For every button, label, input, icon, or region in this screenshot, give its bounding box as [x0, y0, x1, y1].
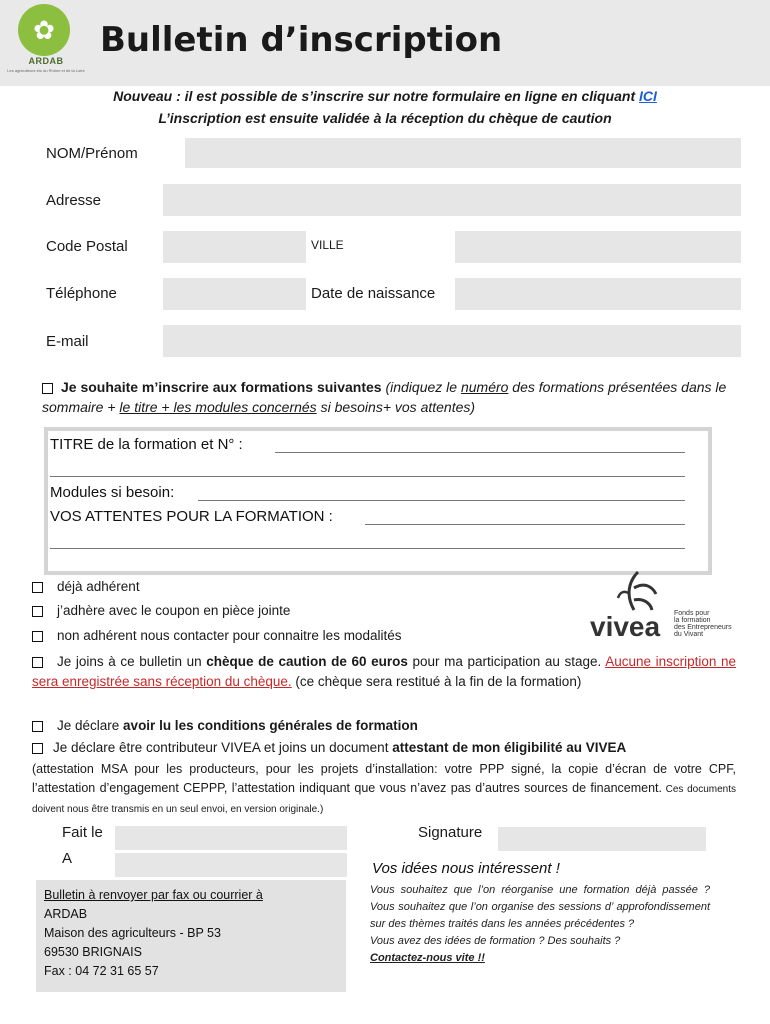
send-address-box — [36, 880, 346, 992]
adherent-label: déjà adhérent — [57, 579, 140, 594]
conditions-checkbox[interactable] — [32, 721, 43, 732]
modules-label: Modules si besoin: — [50, 484, 175, 501]
ideas-title: Vos idées nous intéressent ! — [372, 860, 560, 877]
formation-title-line[interactable] — [275, 452, 685, 453]
vivea-checkbox[interactable] — [32, 743, 43, 754]
vivea-tag-3: des Entrepreneurs — [674, 624, 732, 631]
conditions-text: Je déclare — [57, 718, 124, 733]
vivea-logo — [590, 568, 750, 640]
cheque-paragraph — [32, 652, 736, 692]
signature-field[interactable] — [498, 827, 706, 851]
vivea-tag-2: la formation — [674, 617, 711, 624]
page-title: Bulletin d’inscription — [100, 20, 503, 60]
coupon-checkbox[interactable] — [32, 606, 43, 617]
vivea-tagline — [674, 610, 732, 638]
ideas-text — [370, 882, 710, 967]
intro-text: Nouveau : il est possible de s’inscrire sur notre formulaire en ligne en cliquant — [113, 88, 636, 104]
ideas-p2: Vous avez des idées de formation ? Des souhaits ? — [370, 935, 621, 947]
option-adherent — [32, 577, 140, 597]
online-form-link[interactable]: ICI — [639, 88, 657, 104]
coupon-label: j’adhère avec le coupon en pièce jointe — [57, 603, 291, 618]
cheque-restitution: (ce chèque sera restitué à la fin de la formation) — [291, 674, 582, 689]
ideas-cta: Contactez-nous vite !! — [370, 952, 485, 964]
nom-label: NOM/Prénom — [46, 145, 138, 162]
cheque-amount: chèque de caution de 60 euros — [206, 654, 408, 669]
vivea-declaration — [32, 738, 736, 758]
send-fax: Fax : 04 72 31 65 57 — [44, 964, 159, 978]
email-field[interactable] — [163, 325, 741, 357]
vivea-decl-bold: attestant de mon éligibilité au VIVEA — [392, 740, 627, 755]
naissance-label: Date de naissance — [311, 285, 436, 302]
ideas-p1: Vous souhaitez que l’on réorganise une formation déjà passée ? Vous souhaitez que l’on organise des sessions d’ approfondissement sur des thèmes traités dans les années précédentes ? — [370, 884, 710, 930]
modules-line[interactable] — [198, 500, 685, 501]
intro-line-1 — [0, 88, 770, 104]
tel-label: Téléphone — [46, 285, 117, 302]
vivea-tag-1: Fonds pour — [674, 610, 710, 617]
ville-label: VILLE — [311, 238, 344, 252]
vivea-detail-text: (attestation MSA pour les producteurs, pour les projets d’installation: votre PPP signé, la copie d’écran de votre CPF, l’attestation d’engagement CEPPP, l’attestation indiquant que vous n’avez pas d’autres sources de financement. — [32, 762, 736, 795]
cheque-checkbox[interactable] — [32, 657, 43, 668]
a-field[interactable] — [115, 853, 347, 877]
cp-field[interactable] — [163, 231, 306, 263]
send-org: ARDAB — [44, 907, 88, 921]
vivea-detail-small: Ces documents doivent nous être transmis en un seul envoi, en version originale.) — [32, 784, 736, 815]
attentes-line-2[interactable] — [50, 548, 685, 549]
tel-field[interactable] — [163, 278, 306, 310]
formations-text-3: si besoins+ vos attentes) — [316, 399, 476, 415]
option-coupon — [32, 601, 290, 621]
naissance-field[interactable] — [455, 278, 741, 310]
cp-label: Code Postal — [46, 238, 128, 255]
conditions-line — [32, 716, 418, 736]
cheque-purpose: pour ma participation au stage. — [407, 654, 602, 669]
send-city: 69530 BRIGNAIS — [44, 945, 142, 959]
cheque-warning: Aucune inscription ne sera enregistrée sans réception du chèque. — [32, 654, 736, 689]
send-title: Bulletin à renvoyer par fax ou courrier à — [44, 888, 263, 902]
send-address: Maison des agriculteurs - BP 53 — [44, 926, 221, 940]
formations-checkbox[interactable] — [42, 383, 53, 394]
non-adherent-checkbox[interactable] — [32, 631, 43, 642]
formations-request — [42, 377, 742, 417]
intro-line-2: L’inscription est ensuite validée à la réception du chèque de caution — [158, 110, 612, 126]
adherent-checkbox[interactable] — [32, 582, 43, 593]
formations-titre: le titre + les modules concernés — [119, 399, 317, 415]
a-label: A — [62, 850, 73, 867]
vivea-wordmark: vivea — [590, 611, 661, 640]
conditions-bold: avoir lu les conditions générales de formation — [123, 718, 418, 733]
formations-text-2: des formations présentées dans le sommaire + — [42, 379, 727, 415]
nom-field[interactable] — [185, 138, 741, 168]
vivea-decl-text: Je déclare être contributeur VIVEA et joins un document — [53, 740, 393, 755]
logo-name: ARDAB — [28, 56, 64, 66]
formations-text-1: (indiquez le — [381, 379, 461, 395]
email-label: E-mail — [46, 333, 89, 350]
signature-label: Signature — [418, 824, 483, 841]
formations-bold: Je souhaite m’inscrire aux formations suivantes — [61, 379, 382, 395]
logo-tagline: Les agriculteurs bio du Rhône et de la Loire — [7, 68, 85, 73]
fait-le-field[interactable] — [115, 826, 347, 850]
vivea-detail — [32, 760, 736, 819]
cheque-text: Je joins à ce bulletin un — [57, 654, 207, 669]
vivea-tag-4: du Vivant — [674, 631, 704, 638]
fait-le-label: Fait le — [62, 824, 103, 841]
vivea-leaf-icon — [590, 568, 670, 640]
adresse-field[interactable] — [163, 184, 741, 216]
adresse-label: Adresse — [46, 192, 102, 209]
formation-line-2[interactable] — [50, 476, 685, 477]
ville-field[interactable] — [455, 231, 741, 263]
formation-title-label: TITRE de la formation et N° : — [50, 436, 243, 453]
flower-logo-icon: ✿ — [18, 4, 70, 56]
non-adherent-label: non adhérent nous contacter pour connaitre les modalités — [57, 628, 402, 643]
option-non-adherent — [32, 626, 401, 646]
attentes-line[interactable] — [365, 524, 685, 525]
formations-numero: numéro — [460, 379, 509, 395]
attentes-label: VOS ATTENTES POUR LA FORMATION : — [50, 508, 333, 525]
